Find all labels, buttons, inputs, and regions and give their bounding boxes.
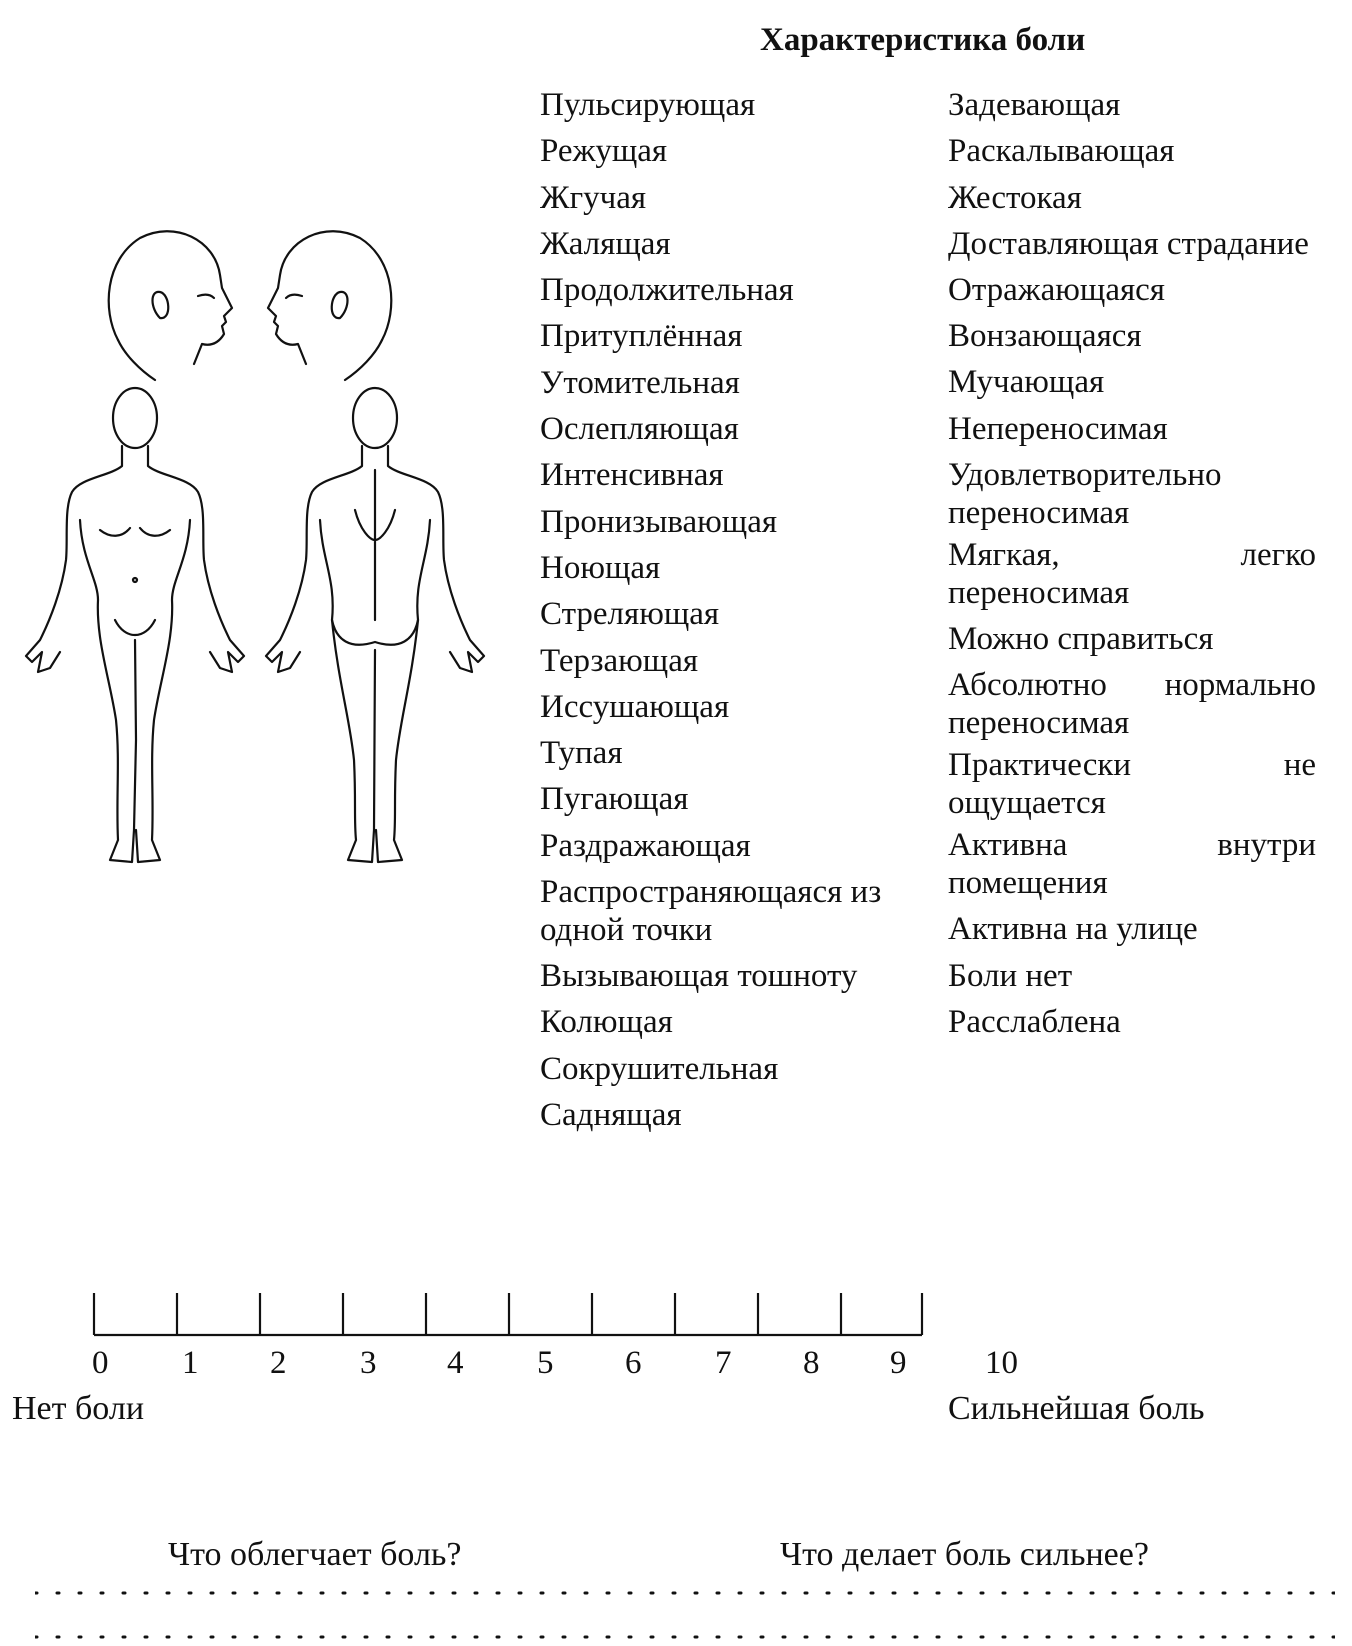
- descriptor[interactable]: Абсолютно нормально переносимая: [948, 667, 1316, 742]
- scale-tick-3: 3: [360, 1345, 377, 1381]
- descriptor[interactable]: Иссушающая: [540, 688, 730, 725]
- scale-right-label: Сильнейшая боль: [948, 1390, 1205, 1427]
- page-title: Характеристика боли: [760, 22, 1086, 58]
- descriptor[interactable]: Колющая: [540, 1004, 673, 1041]
- scale-tick-4: 4: [447, 1345, 464, 1381]
- descriptor[interactable]: Непереносимая: [948, 410, 1168, 447]
- descriptor[interactable]: Активна внутри помещения: [948, 827, 1316, 902]
- descriptor[interactable]: Вонзающаяся: [948, 318, 1142, 355]
- descriptor[interactable]: Пугающая: [540, 781, 689, 818]
- question-relieves: Что облегчает боль?: [168, 1536, 462, 1573]
- descriptor[interactable]: Терзающая: [540, 642, 699, 679]
- descriptor[interactable]: Раздражающая: [540, 827, 751, 864]
- scale-tick-0: 0: [92, 1345, 109, 1381]
- descriptor[interactable]: Расслаблена: [948, 1003, 1121, 1040]
- body-back-figure[interactable]: [266, 388, 484, 862]
- descriptor[interactable]: Интенсивная: [540, 457, 724, 494]
- answer-line-2[interactable]: [35, 1634, 1335, 1640]
- descriptor[interactable]: Распространяющаяся из одной точки: [540, 874, 882, 949]
- descriptor[interactable]: Жестокая: [948, 179, 1082, 216]
- descriptor[interactable]: Ноющая: [540, 549, 661, 586]
- descriptor[interactable]: Саднящая: [540, 1096, 682, 1133]
- descriptor[interactable]: Утомительная: [540, 364, 740, 401]
- descriptor[interactable]: Режущая: [540, 133, 668, 170]
- descriptor[interactable]: Раскалывающая: [948, 133, 1175, 170]
- descriptor[interactable]: Боли нет: [948, 957, 1073, 994]
- scale-left-label: Нет боли: [12, 1390, 145, 1427]
- pain-scale[interactable]: [92, 1283, 992, 1343]
- descriptor[interactable]: Тупая: [540, 735, 623, 772]
- descriptor[interactable]: Жгучая: [540, 179, 647, 216]
- pain-descriptors-column-2: [948, 82, 1316, 1045]
- descriptor[interactable]: Жалящая: [540, 225, 671, 262]
- pain-descriptors-column-1: [540, 82, 920, 1138]
- descriptor[interactable]: Пронизывающая: [540, 503, 778, 540]
- descriptor[interactable]: Активна на улице: [948, 911, 1198, 948]
- body-diagram[interactable]: [10, 220, 530, 940]
- descriptor[interactable]: Можно справиться: [948, 621, 1214, 658]
- question-worsens: Что делает боль сильнее?: [780, 1536, 1149, 1573]
- descriptor[interactable]: Доставляющая страдание: [948, 225, 1309, 262]
- descriptor[interactable]: Сокрушительная: [540, 1050, 779, 1087]
- scale-tick-10: 10: [985, 1345, 1018, 1381]
- descriptor[interactable]: Ослепляющая: [540, 411, 739, 448]
- descriptor[interactable]: Стреляющая: [540, 596, 720, 633]
- body-front-figure[interactable]: [26, 388, 244, 862]
- scale-tick-8: 8: [803, 1345, 820, 1381]
- descriptor[interactable]: Вызывающая тошноту: [540, 958, 858, 995]
- scale-tick-1: 1: [182, 1345, 199, 1381]
- scale-tick-5: 5: [537, 1345, 554, 1381]
- scale-tick-9: 9: [890, 1345, 907, 1381]
- head-right-profile-figure[interactable]: [109, 231, 232, 380]
- descriptor[interactable]: Задевающая: [948, 87, 1121, 123]
- scale-tick-2: 2: [270, 1345, 287, 1381]
- answer-line-1[interactable]: [35, 1590, 1335, 1596]
- descriptor[interactable]: Удовлетворительно переносимая: [948, 457, 1222, 532]
- descriptor[interactable]: Отражающаяся: [948, 271, 1165, 308]
- descriptor[interactable]: Притуплённая: [540, 318, 743, 355]
- descriptor[interactable]: Мучающая: [948, 364, 1105, 401]
- descriptor[interactable]: Пульсирующая: [540, 87, 756, 123]
- descriptor[interactable]: Практически не ощущается: [948, 747, 1316, 822]
- scale-tick-6: 6: [625, 1345, 642, 1381]
- descriptor[interactable]: Мягкая, легко переносимая: [948, 537, 1316, 612]
- head-left-profile-figure[interactable]: [268, 231, 391, 380]
- scale-tick-7: 7: [715, 1345, 732, 1381]
- descriptor[interactable]: Продолжительная: [540, 272, 794, 309]
